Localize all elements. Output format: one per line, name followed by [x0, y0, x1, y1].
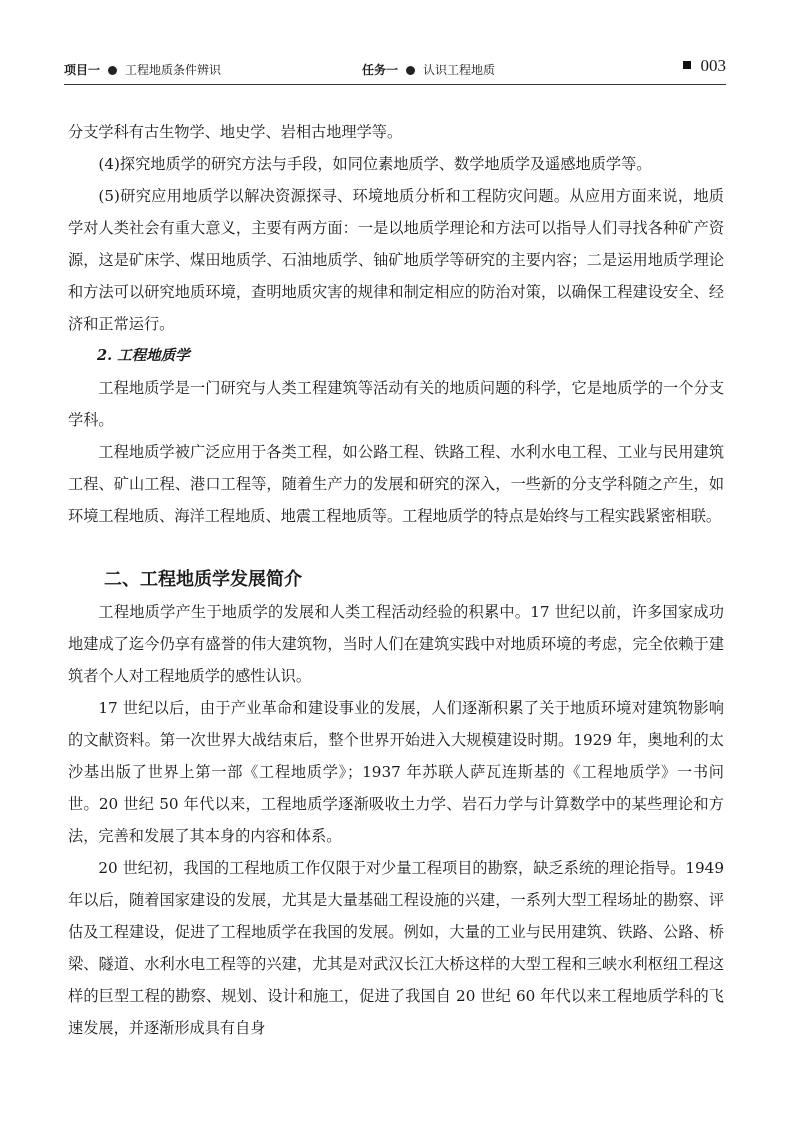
- square-marker-icon: [683, 61, 691, 69]
- header-page: [683, 56, 727, 76]
- paragraph: 20 世纪初，我国的工程地质工作仅限于对少量工程项目的勘察，缺乏系统的理论指导。1949 年以后，随着国家建设的发展，尤其是大量基础工程设施的兴建，一系列大型工程场址的勘察、评估及工程建设，促进了工程地质学在我国的发展。例如，大量的工业与民用建筑、铁路、公路、桥梁、隧道、水利水电工程等的兴建，尤其是对武汉长江大桥这样的大型工程和三峡水利枢纽工程这样的巨型工程的勘察、规划、设计和施工，促进了我国自 20 世纪 60 年代以来工程地质学科的飞速发展，并逐渐形成具有自身: [68, 859, 724, 1037]
- running-header: [64, 56, 726, 84]
- paragraph: 工程地质学产生于地质学的发展和人类工程活动经验的积累中。17 世纪以前，许多国家成功地建成了迄今仍享有盛誉的伟大建筑物，当时人们在建筑实践中对地质环境的考虑，完全依赖于建筑者个人对工程地质学的感性认识。: [68, 603, 724, 685]
- section-heading: 二、工程地质学发展简介: [104, 569, 302, 590]
- header-divider: [64, 84, 726, 85]
- paragraph: 工程地质学是一门研究与人类工程建筑等活动有关的地质问题的科学，它是地质学的一个分支学科。: [68, 379, 724, 429]
- paragraph: (5)研究应用地质学以解决资源探寻、环境地质分析和工程防灾问题。从应用方面来说，地质学对人类社会有重大意义，主要有两方面：一是以地质学理论和方法可以指导人们寻找各种矿产资源，这是矿床学、煤田地质学、石油地质学、铀矿地质学等研究的主要内容；二是运用地质学理论和方法可以研究地质环境，查明地质灾害的规律和制定相应的防治对策，以确保工程建设安全、经济和正常运行。: [68, 187, 724, 333]
- header-task: [362, 61, 495, 78]
- task-title: 认识工程地质: [423, 63, 496, 77]
- task-label: 任务一: [362, 63, 399, 77]
- subsection-heading: 2. 工程地质学: [97, 347, 190, 364]
- paragraph: 分支学科有古生物学、地史学、岩相古地理学等。: [68, 123, 403, 141]
- bullet-dot-icon: [406, 66, 415, 75]
- bullet-dot-icon: [108, 66, 117, 75]
- page-number: 003: [700, 56, 726, 75]
- project-label: 项目一: [64, 63, 101, 77]
- page-body: [68, 116, 724, 1044]
- paragraph: (4)探究地质学的研究方法与手段，如同位素地质学、数学地质学及遥感地质学等。: [98, 155, 652, 173]
- project-title: 工程地质条件辨识: [125, 63, 222, 77]
- header-project: [64, 61, 221, 78]
- paragraph: 工程地质学被广泛应用于各类工程，如公路工程、铁路工程、水利水电工程、工业与民用建筑工程、矿山工程、港口工程等，随着生产力的发展和研究的深入，一些新的分支学科随之产生，如环境工程地质、海洋工程地质、地震工程地质等。工程地质学的特点是始终与工程实践紧密相联。: [68, 443, 724, 525]
- paragraph: 17 世纪以后，由于产业革命和建设事业的发展，人们逐渐积累了关于地质环境对建筑物影响的文献资料。第一次世界大战结束后，整个世界开始进入大规模建设时期。1929 年，奥地利的太沙基出版了世界上第一部《工程地质学》；1937 年苏联人萨瓦连斯基的《工程地质学》一书问世。20 世纪 50 年代以来，工程地质学逐渐吸收土力学、岩石力学与计算数学中的某些理论和方法，完善和发展了其本身的内容和体系。: [68, 699, 724, 845]
